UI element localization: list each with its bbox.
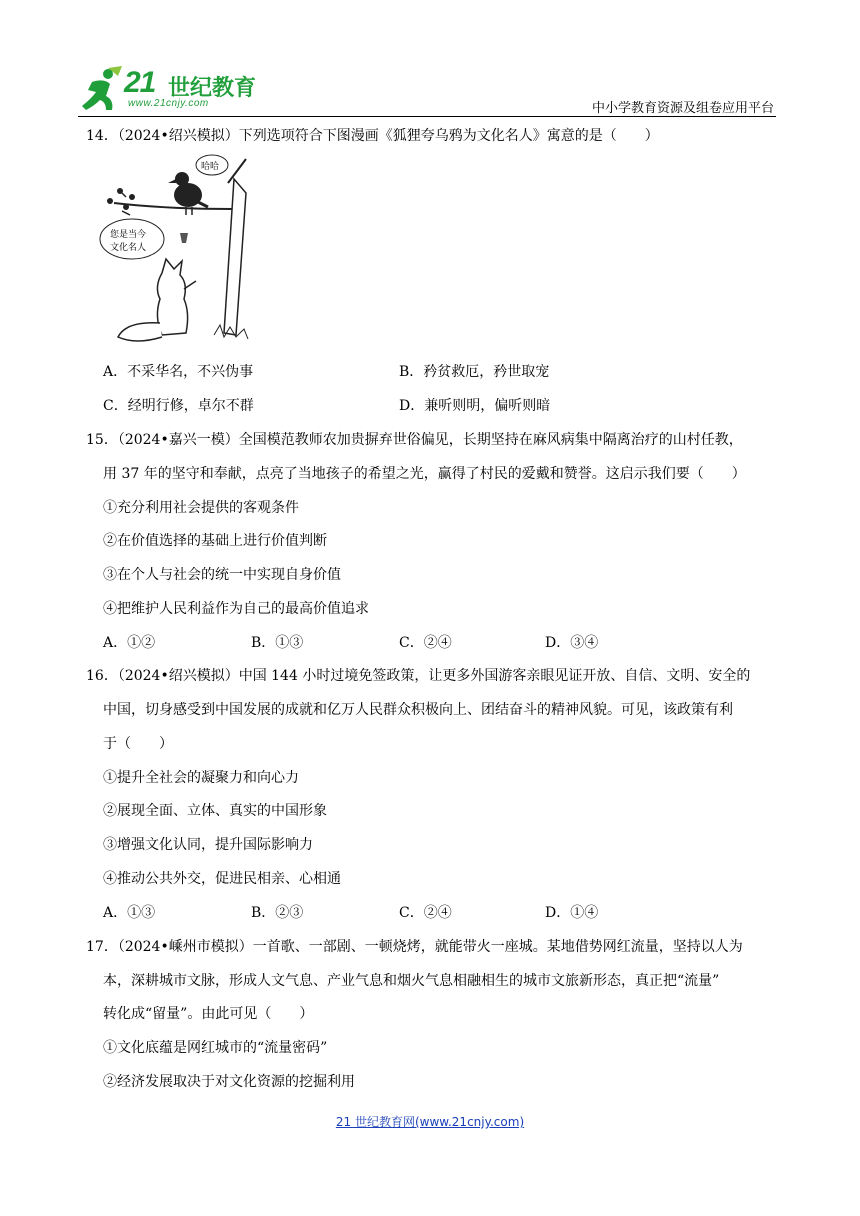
q17-item: ①文化底蕴是网红城市的“流量密码”	[103, 1040, 328, 1056]
logo-title: 世纪教育	[168, 76, 257, 101]
runner-logo-icon	[78, 64, 128, 116]
q16-stem-line1: 16．（2024•绍兴模拟）中国 144 小时过境免签政策，让更多外国游客亲眼见证开放、自信、文明、安全的	[86, 668, 751, 684]
q17-item: ②经济发展取决于对文化资源的挖掘利用	[103, 1074, 355, 1090]
q16-stem-line2: 中国，切身感受到中国发展的成就和亿万人民群众积极向上、团结奋斗的精神风貌。可见，该政策有利	[103, 702, 733, 718]
q15-option-b: B．①③	[251, 635, 304, 651]
page-footer	[0, 1113, 860, 1130]
q15-stem-line1: 15．（2024•嘉兴一模）全国模范教师农加贵摒弃世俗偏见，长期坚持在麻风病集中隔离治疗的山村任教，	[86, 432, 743, 448]
logo-url: www.21cnjy.com	[128, 98, 209, 109]
q17-stem-line2: 本，深耕城市文脉，形成人文气息、产业气息和烟火气息相融相生的城市文旅新形态，真正把“流量”	[103, 973, 720, 989]
q16-option-a: A．①③	[103, 905, 156, 921]
q15-option-a: A．①②	[103, 635, 156, 651]
q15-item: ①充分利用社会提供的客观条件	[103, 500, 299, 516]
q16-item: ②展现全面、立体、真实的中国形象	[103, 803, 327, 819]
q16-item: ④推动公共外交，促进民相亲、心相通	[103, 871, 341, 887]
fox-crow-cartoon	[96, 153, 278, 353]
q14-stem: 14．（2024•绍兴模拟）下列选项符合下图漫画《狐狸夸乌鸦为文化名人》寓意的是（ ）	[86, 128, 659, 144]
q14-option-a: A．不采华名，不兴伪事	[103, 364, 254, 380]
q17-stem-line1: 17．（2024•嵊州市模拟）一首歌、一部剧、一顿烧烤，就能带火一座城。某地借势网红流量，坚持以人为	[86, 939, 743, 955]
q14-option-b: B．矜贫救厄，矜世取宠	[399, 364, 550, 380]
q16-option-b: B．②③	[251, 905, 304, 921]
q14-option-c: C．经明行修，卓尔不群	[103, 398, 254, 414]
platform-name: 中小学教育资源及组卷应用平台	[591, 101, 774, 116]
q15-item: ②在价值选择的基础上进行价值判断	[103, 533, 327, 549]
q15-option-d: D．③④	[545, 635, 599, 651]
q16-option-c: C．②④	[399, 905, 452, 921]
q15-item: ④把维护人民利益作为自己的最高价值追求	[103, 601, 369, 617]
q14-option-d: D．兼听则明，偏听则暗	[399, 398, 551, 414]
q16-item: ①提升全社会的凝聚力和向心力	[103, 770, 299, 786]
fox-speech-line1: 您是当今	[110, 230, 147, 240]
header-divider	[78, 116, 776, 117]
logo-number: 21	[124, 66, 156, 99]
footer-link[interactable]: 21 世纪教育网(www.21cnjy.com)	[335, 1115, 525, 1129]
q16-item: ③增强文化认同，提升国际影响力	[103, 837, 313, 853]
q17-stem-line3: 转化成“留量”。由此可见（ ）	[103, 1006, 314, 1022]
q16-option-d: D．①④	[545, 905, 599, 921]
q15-option-c: C．②④	[399, 635, 452, 651]
q15-item: ③在个人与社会的统一中实现自身价值	[103, 567, 341, 583]
fox-speech-line2: 文化名人	[110, 243, 147, 253]
crow-speech: 哈哈	[201, 162, 220, 172]
q16-stem-line3: 于（ ）	[103, 736, 173, 752]
q15-stem-line2: 用 37 年的坚守和奉献，点亮了当地孩子的希望之光，赢得了村民的爱戴和赞誉。这启示我们要（ ）	[103, 466, 746, 482]
